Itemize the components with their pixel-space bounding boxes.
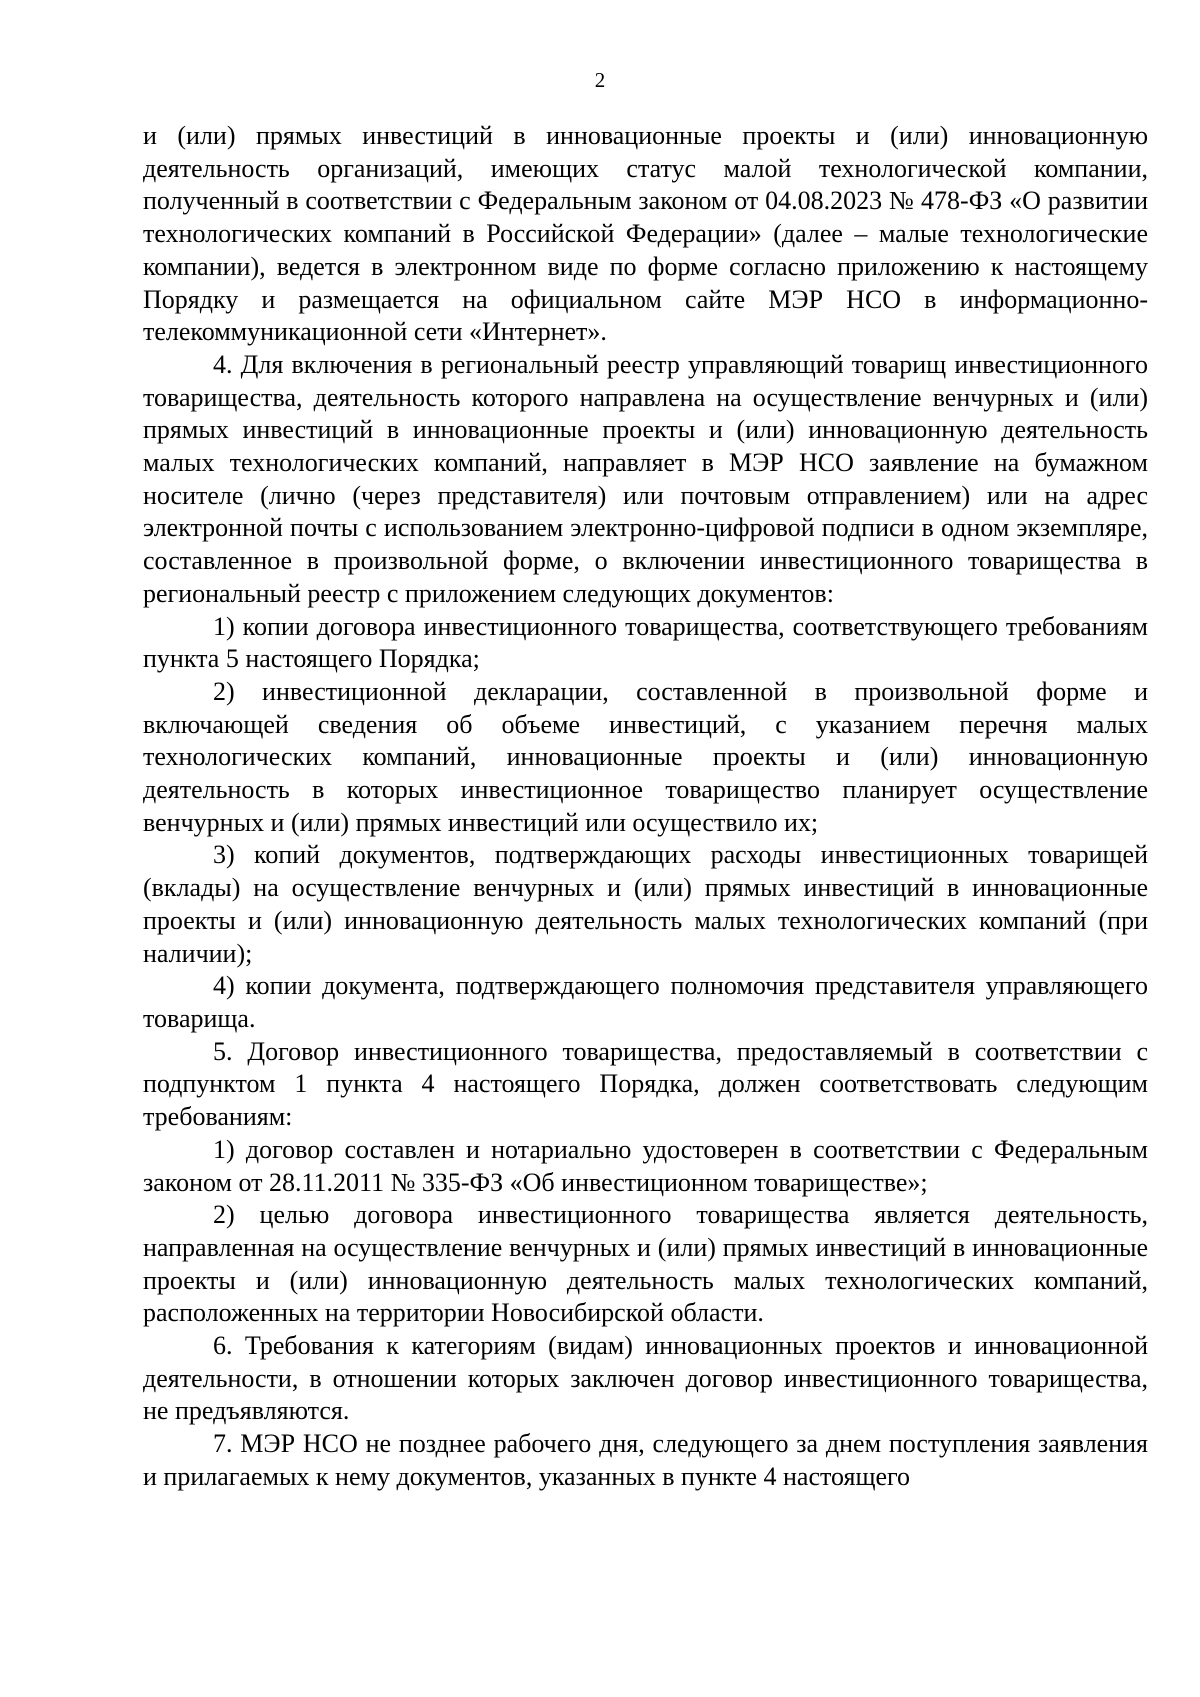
paragraph-item-4: 4. Для включения в региональный реестр управляющий товарищ инвестиционного товарищества, деятельность которого направлена на осуществление венчурных и (или) прямых инвестиций в инновационные проекты и (или) инновационную деятельность малых технологических компаний, направляет в МЭР НСО заявление на бумажном носителе (лично (через представителя) или почтовым отправлением) или на адрес электронной почты с использованием электронно-цифровой подписи в одном экземпляре, составленное в произвольной форме, о включении инвестиционного товарищества в региональный реестр с приложением следующих документов:	[143, 349, 1148, 608]
document-body	[143, 120, 1148, 1494]
paragraph-registry-continuation: и (или) прямых инвестиций в инновационные проекты и (или) инновационную деятельность организаций, имеющих статус малой технологической компании, полученный в соответствии с Федеральным законом от 04.08.2023 № 478-ФЗ «О развитии технологических компаний в Российской Федерации» (далее – малые технологические компании), ведется в электронном виде по форме согласно приложению к настоящему Порядку и размещается на официальном сайте МЭР НСО в информационно-телекоммуникационной сети «Интернет».	[143, 121, 1148, 347]
paragraph-subitem-5-1: 1) договор составлен и нотариально удостоверен в соответствии с Федеральным законом от 28.11.2011 № 335-ФЗ «Об инвестиционном товариществе»;	[143, 1134, 1148, 1197]
paragraph-subitem-4-1: 1) копии договора инвестиционного товарищества, соответствующего требованиям пункта 5 настоящего Порядка;	[143, 611, 1148, 674]
page-number: 2	[594, 68, 606, 92]
paragraph-subitem-5-2: 2) целью договора инвестиционного товарищества является деятельность, направленная на осуществление венчурных и (или) прямых инвестиций в инновационные проекты и (или) инновационную деятельность малых технологических компаний, расположенных на территории Новосибирской области.	[143, 1200, 1148, 1328]
paragraph-subitem-4-3: 3) копий документов, подтверждающих расходы инвестиционных товарищей (вклады) на осуществление венчурных и (или) прямых инвестиций в инновационные проекты и (или) инновационную деятельность малых технологических компаний (при наличии);	[143, 840, 1148, 968]
paragraph-item-7: 7. МЭР НСО не позднее рабочего дня, следующего за днем поступления заявления и прилагаемых к нему документов, указанных в пункте 4 настоящего	[143, 1429, 1148, 1491]
paragraph-subitem-4-4: 4) копии документа, подтверждающего полномочия представителя управляющего товарища.	[143, 971, 1148, 1033]
paragraph-item-5: 5. Договор инвестиционного товарищества, предоставляемый в соответствии с подпунктом 1 пункта 4 настоящего Порядка, должен соответствовать следующим требованиям:	[143, 1036, 1148, 1132]
paragraph-subitem-4-2: 2) инвестиционной декларации, составленной в произвольной форме и включающей сведения об объеме инвестиций, с указанием перечня малых технологических компаний, инновационные проекты и (или) инновационную деятельность в которых инвестиционное товарищество планирует осуществление венчурных и (или) прямых инвестиций или осуществило их;	[143, 676, 1148, 837]
paragraph-item-6: 6. Требования к категориям (видам) инновационных проектов и инновационной деятельности, в отношении которых заключен договор инвестиционного товарищества, не предъявляются.	[143, 1331, 1148, 1426]
